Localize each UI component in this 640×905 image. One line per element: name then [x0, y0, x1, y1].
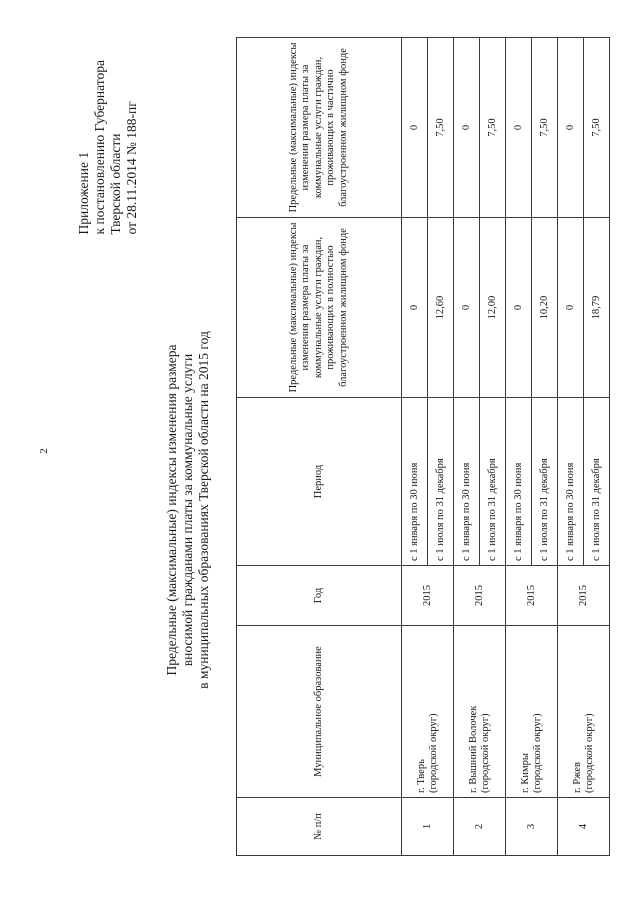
year-cell: 2015	[454, 566, 506, 626]
partial-index-cell: 0	[402, 38, 428, 218]
full-index-cell: 0	[454, 218, 480, 398]
partial-index-cell: 0	[558, 38, 584, 218]
appendix-line-3: Тверской области	[108, 133, 123, 235]
municipality-cell	[402, 626, 454, 798]
municipality-cell	[506, 626, 558, 798]
full-index-cell: 12,60	[428, 218, 454, 398]
header-num: № п/п	[237, 798, 402, 856]
page-number: 2	[38, 448, 50, 454]
municipality-cell	[558, 626, 610, 798]
table-row	[402, 38, 428, 856]
full-index-cell: 0	[558, 218, 584, 398]
period-cell: с 1 января по 30 июня	[402, 398, 428, 566]
title-line-1: Предельные (максимальные) индексы изменения размера	[164, 344, 179, 676]
period-cell: с 1 июля по 31 декабря	[584, 398, 610, 566]
full-index-cell: 18,79	[584, 218, 610, 398]
appendix-line-1: Приложение 1	[76, 151, 91, 235]
appendix-line-4: от 28.11.2014 № 188-пг	[124, 101, 139, 235]
partial-index-cell: 0	[506, 38, 532, 218]
table-row	[558, 38, 584, 856]
partial-index-cell: 7,50	[428, 38, 454, 218]
municipality-cell	[454, 626, 506, 798]
partial-index-cell: 7,50	[584, 38, 610, 218]
period-cell: с 1 января по 30 июня	[506, 398, 532, 566]
row-number: 3	[506, 798, 558, 856]
full-index-cell: 12,00	[480, 218, 506, 398]
landscape-content	[68, 40, 602, 860]
header-municipality: Муниципальное образование	[237, 626, 402, 798]
header-full-index: Предельные (максимальные) индексы изменения размера платы за коммунальные услуги граждан, проживающих в полностью благоустроенном жилищном фонде	[237, 218, 402, 398]
municipality-name: г. Кимры	[519, 753, 531, 793]
municipality-name: г. Ржев	[571, 762, 583, 793]
table-row	[506, 38, 532, 856]
period-cell: с 1 января по 30 июня	[454, 398, 480, 566]
title-line-3: в муниципальных образованиях Тверской области на 2015 год	[196, 331, 211, 689]
period-cell: с 1 июля по 31 декабря	[532, 398, 558, 566]
appendix-line-2: к постановлению Губернатора	[92, 60, 107, 235]
index-table	[236, 37, 610, 856]
period-cell: с 1 января по 30 июня	[558, 398, 584, 566]
partial-index-cell: 0	[454, 38, 480, 218]
full-index-cell: 0	[506, 218, 532, 398]
full-index-cell: 10,20	[532, 218, 558, 398]
row-number: 2	[454, 798, 506, 856]
table-header-row	[237, 38, 402, 856]
year-cell: 2015	[402, 566, 454, 626]
title-line-2: вносимой гражданами платы за коммунальные услуги	[180, 353, 195, 667]
municipality-name: г. Тверь	[415, 759, 427, 793]
header-partial-index: Предельные (максимальные) индексы изменения размера платы за коммунальные услуги граждан, проживающих в частично благоустроенном жилищном фонде	[237, 38, 402, 218]
header-period: Период	[237, 398, 402, 566]
municipality-name: г. Вышний Волочек	[467, 705, 479, 793]
municipality-type: (городской округ)	[583, 713, 595, 793]
row-number: 4	[558, 798, 610, 856]
header-year: Год	[237, 566, 402, 626]
municipality-type: (городской округ)	[479, 713, 491, 793]
municipality-type: (городской округ)	[427, 713, 439, 793]
row-number: 1	[402, 798, 454, 856]
period-cell: с 1 июля по 31 декабря	[480, 398, 506, 566]
document-title	[164, 160, 212, 860]
municipality-type: (городской округ)	[531, 713, 543, 793]
partial-index-cell: 7,50	[480, 38, 506, 218]
year-cell: 2015	[506, 566, 558, 626]
partial-index-cell: 7,50	[532, 38, 558, 218]
table-row	[454, 38, 480, 856]
year-cell: 2015	[558, 566, 610, 626]
period-cell: с 1 июля по 31 декабря	[428, 398, 454, 566]
full-index-cell: 0	[402, 218, 428, 398]
appendix-block	[76, 60, 140, 234]
